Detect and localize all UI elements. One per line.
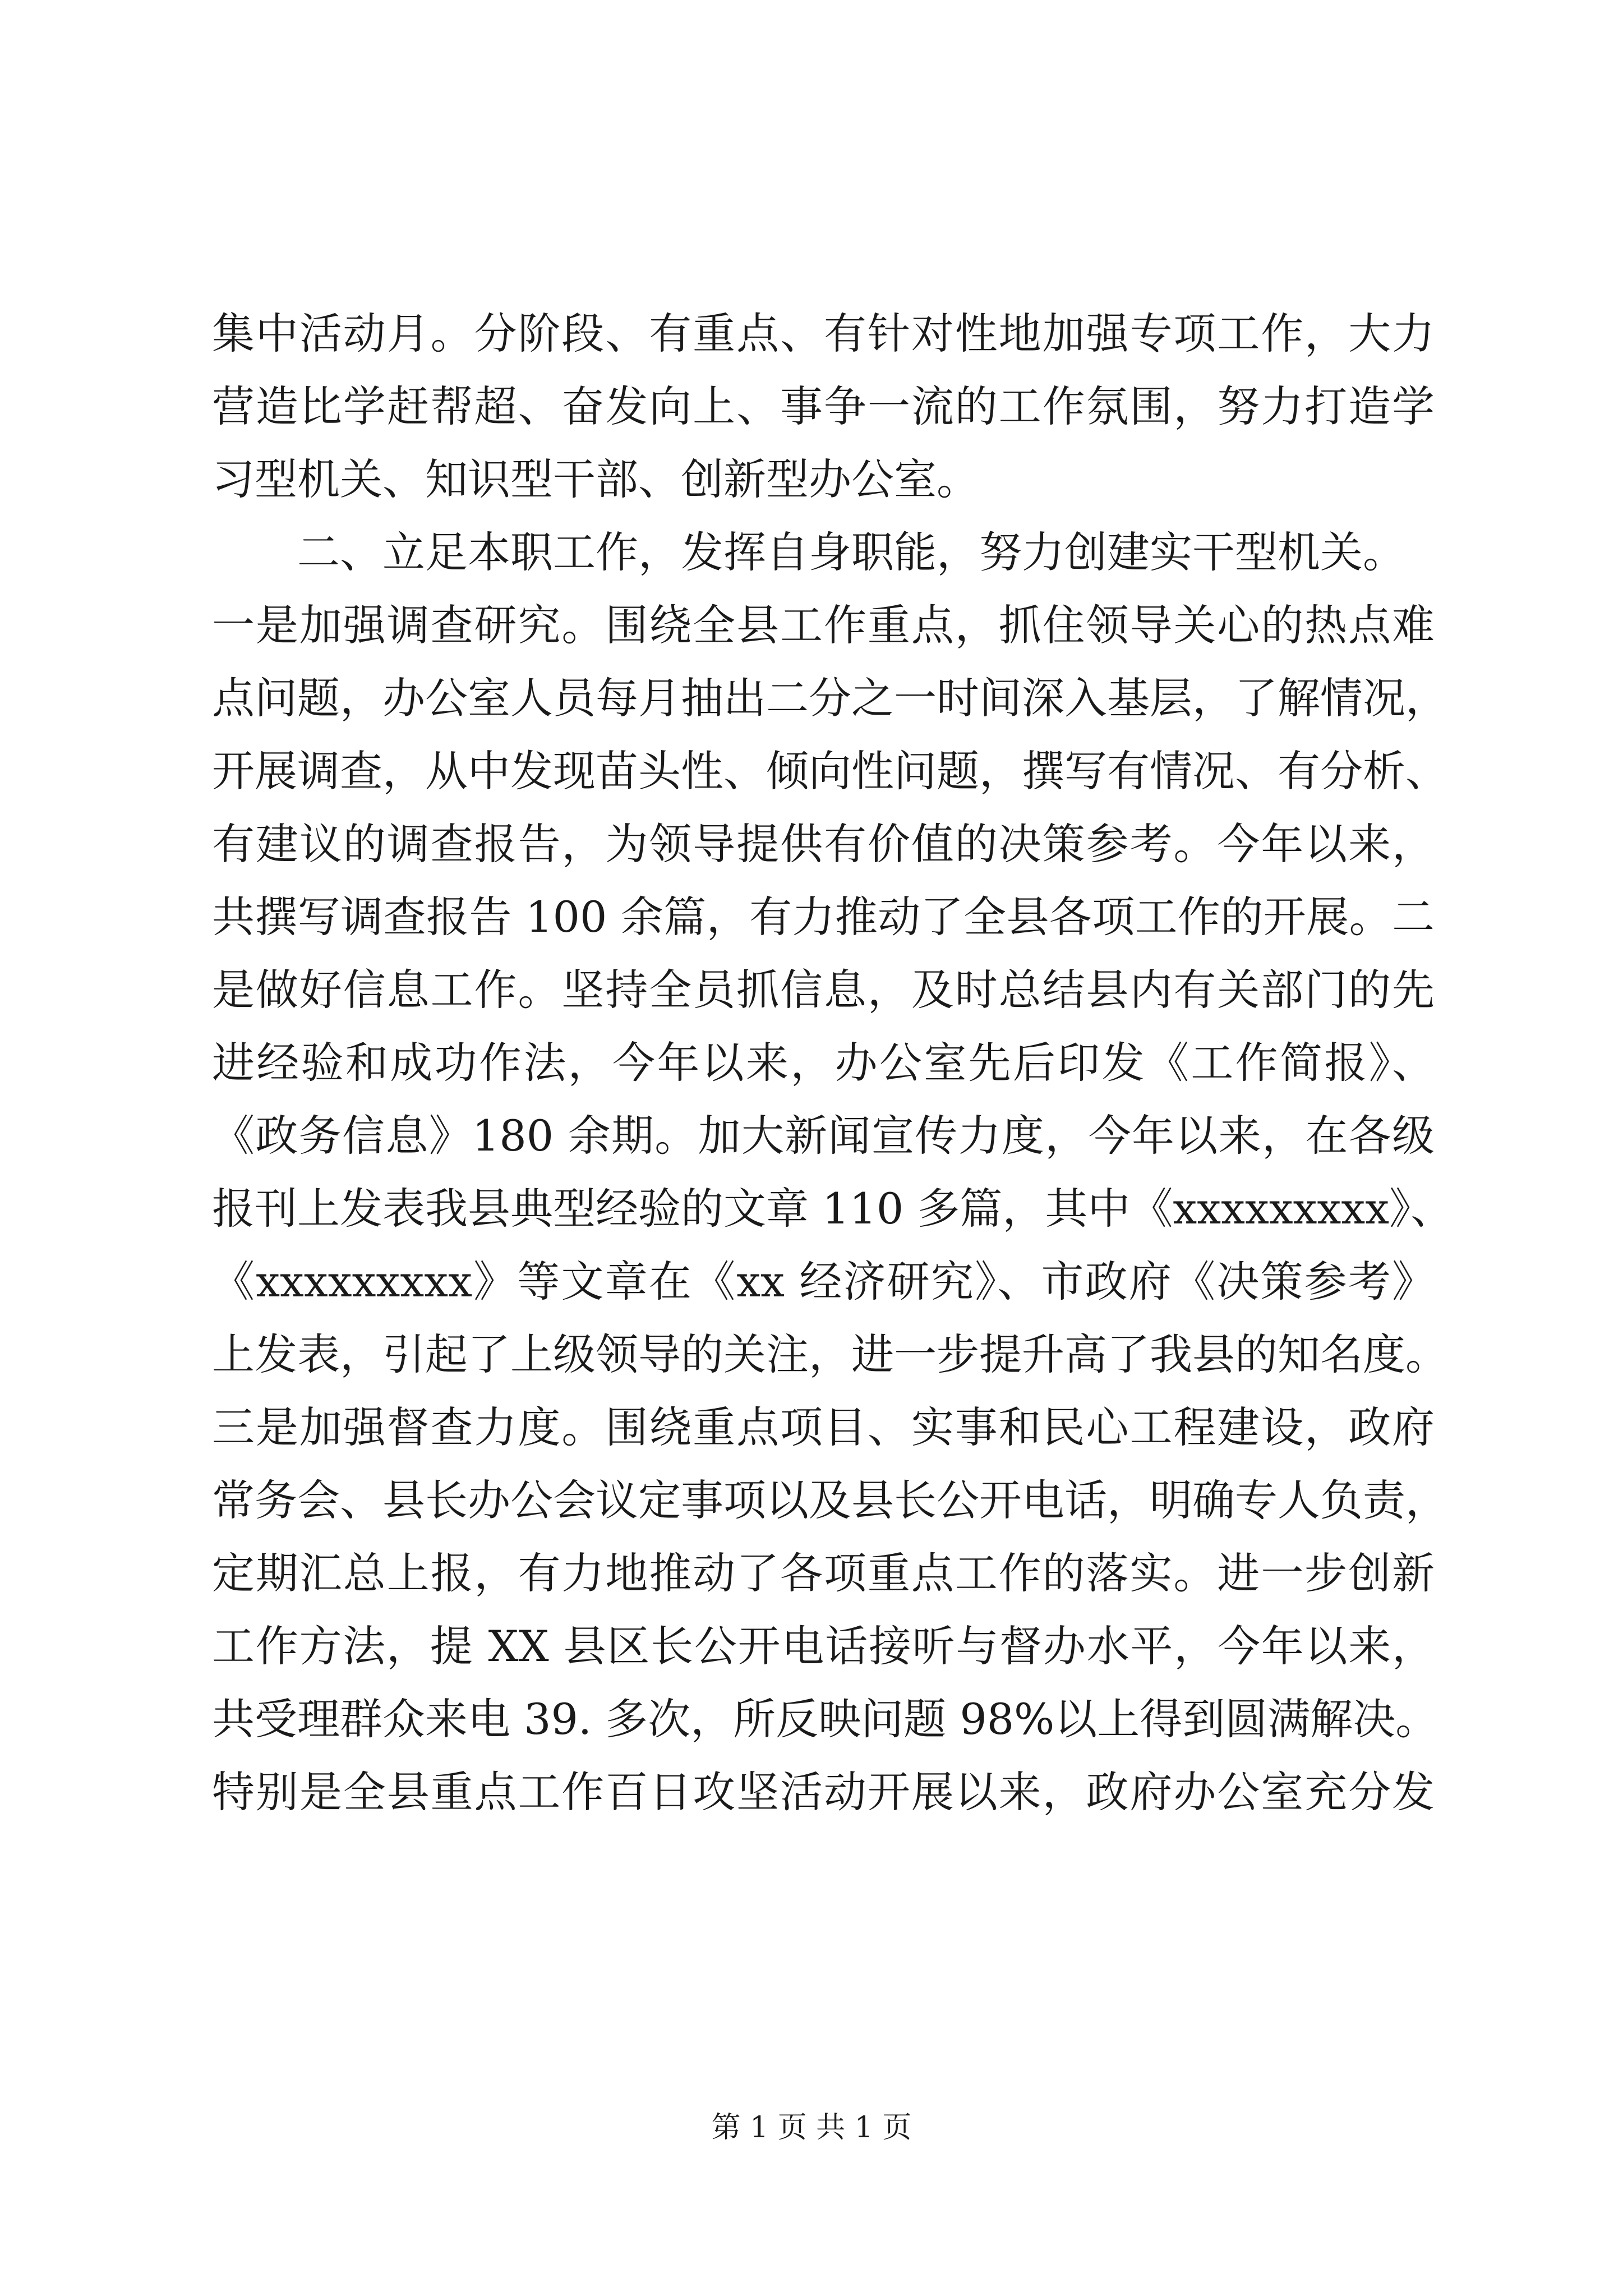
text-line: 共受理群众来电 39. 多次，所反映问题 98%以上得到圆满解决。	[212, 1694, 1438, 1744]
text-line: 报刊上发表我县典型经验的文章 110 多篇，其中《xxxxxxxxx》、	[212, 1184, 1454, 1234]
text-line: 共撰写调查报告 100 余篇，有力推动了全县各项工作的开展。二	[212, 892, 1435, 942]
text-line: 进经验和成功作法，今年以来，办公室先后印发《工作简报》、	[212, 1038, 1435, 1088]
text-line: 有建议的调查报告，为领导提供有价值的决策参考。今年以来，	[212, 819, 1435, 869]
text-line: 《政务信息》180 余期。加大新闻宣传力度，今年以来，在各级	[212, 1111, 1435, 1161]
text-line: 习型机关、知识型干部、创新型办公室。	[212, 454, 979, 504]
text-line: 特别是全县重点工作百日攻坚活动开展以来，政府办公室充分发	[212, 1767, 1435, 1817]
text-line: 是做好信息工作。坚持全员抓信息，及时总结县内有关部门的先	[212, 965, 1435, 1015]
text-line: 三是加强督查力度。围绕重点项目、实事和民心工程建设，政府	[212, 1402, 1435, 1452]
text-line: 工作方法，提 XX 县区长公开电话接听与督办水平，今年以来，	[212, 1621, 1435, 1671]
text-line: 定期汇总上报，有力地推动了各项重点工作的落实。进一步创新	[212, 1548, 1435, 1598]
page-number: 第 1 页 共 1 页	[711, 2111, 912, 2145]
text-line: 一是加强调查研究。围绕全县工作重点，抓住领导关心的热点难	[212, 600, 1435, 650]
text-line: 集中活动月。分阶段、有重点、有针对性地加强专项工作，大力	[212, 309, 1435, 358]
text-line: 开展调查，从中发现苗头性、倾向性问题，撰写有情况、有分析、	[212, 746, 1448, 796]
page-footer	[0, 2108, 1623, 2147]
text-line: 营造比学赶帮超、奋发向上、事争一流的工作氛围，努力打造学	[212, 381, 1435, 431]
section-heading: 二、立足本职工作，发挥自身职能，努力创建实干型机关。	[297, 527, 1405, 577]
text-line: 《xxxxxxxxx》等文章在《xx 经济研究》、市政府《决策参考》	[212, 1257, 1435, 1306]
body-text	[212, 297, 1454, 1829]
text-line: 常务会、县长办公会议定事项以及县长公开电话，明确专人负责，	[212, 1475, 1448, 1525]
text-line: 点问题，办公室人员每月抽出二分之一时间深入基层，了解情况，	[212, 673, 1448, 723]
text-line: 上发表，引起了上级领导的关注，进一步提升高了我县的知名度。	[212, 1329, 1448, 1379]
